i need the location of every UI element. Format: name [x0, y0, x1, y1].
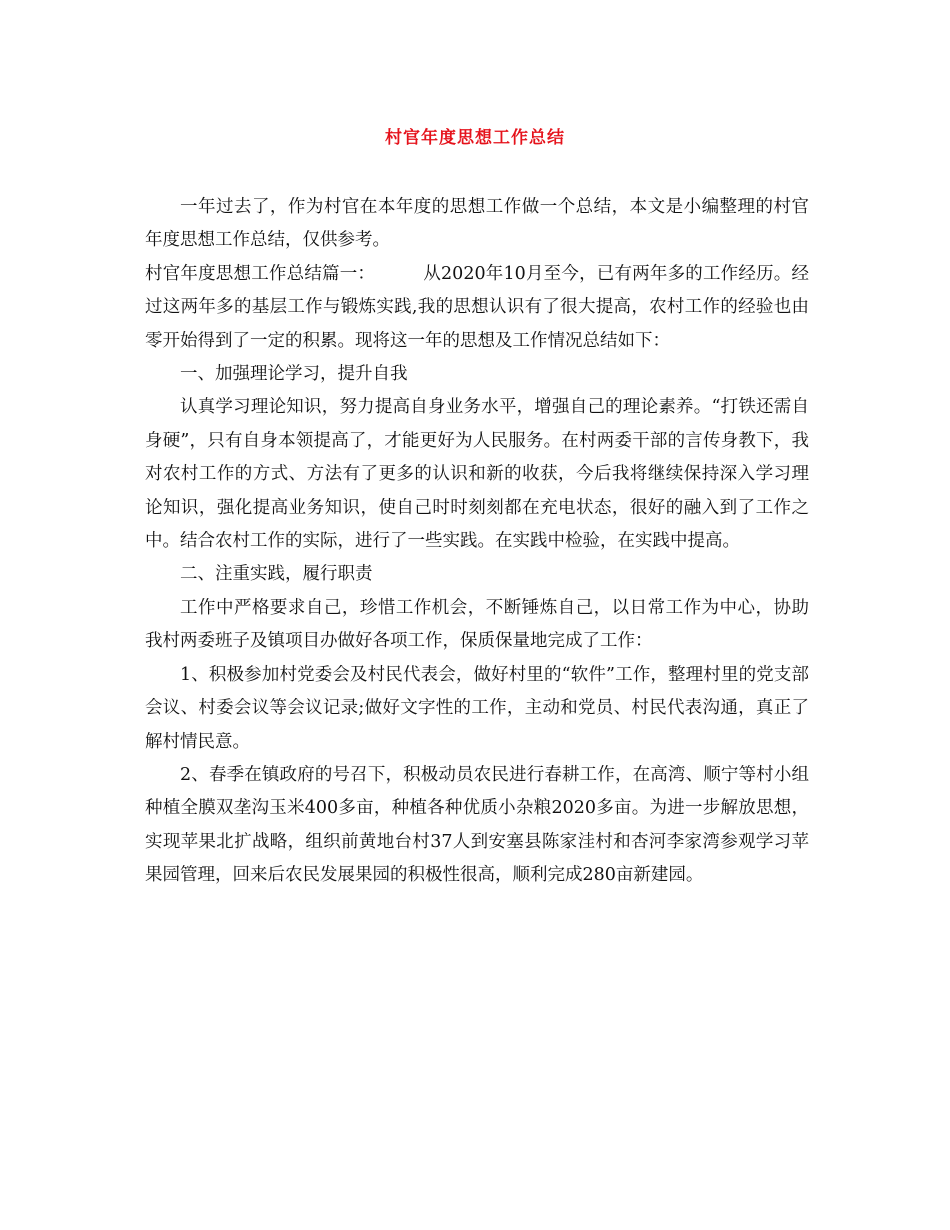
section-2-paragraph: 工作中严格要求自己，珍惜工作机会，不断锤炼自己，以日常工作为中心，协助我村两委班子及镇项目办做好各项工作，保质保量地完成了工作：: [145, 597, 809, 652]
list-item-1: 1、积极参加村党委会及村民代表会，做好村里的“软件”工作，整理村里的党支部会议、村委会议等会议记录;做好文字性的工作，主动和党员、村民代表沟通，真正了解村情民意。: [145, 664, 809, 752]
list-item-2: 2、春季在镇政府的号召下，积极动员农民进行春耕工作，在高湾、顺宁等村小组种植全膜双垄沟玉米400多亩，种植各种优质小杂粮2020多亩。为进一步解放思想，实现苹果北扩战略，组织前黄地台村37人到安塞县陈家洼村和杏河李家湾参观学习苹果园管理，回来后农民发展果园的积极性很高，顺利完成280亩新建园。: [145, 764, 809, 886]
part-one-text: 从2020年10月至今，已有两年多的工作经历。经过这两年多的基层工作与锻炼实践,我的思想认识有了很大提高，农村工作的经验也由零开始得到了一定的积累。现将这一年的思想及工作情况总结如下：: [145, 263, 809, 351]
section-heading-1: 一、加强理论学习，提升自我: [180, 364, 408, 385]
part-one-paragraph: [145, 258, 809, 358]
section-heading-2: 二、注重实践，履行职责: [180, 564, 373, 585]
document-body: [145, 191, 809, 893]
section-1-paragraph: 认真学习理论知识，努力提高自身业务水平，增强自己的理论素养。“打铁还需自身硬”，只有自身本领提高了，才能更好为人民服务。在村两委干部的言传身教下，我对农村工作的方式、方法有了更多的认识和新的收获，今后我将继续保持深入学习理论知识，强化提高业务知识，使自己时时刻刻都在充电状态，很好的融入到了工作之中。结合农村工作的实际，进行了一些实践。在实践中检验，在实践中提高。: [145, 397, 809, 552]
part-one-label: 村官年度思想工作总结篇一：: [145, 263, 376, 284]
intro-paragraph: 一年过去了，作为村官在本年度的思想工作做一个总结，本文是小编整理的村官年度思想工作总结，仅供参考。: [145, 197, 809, 251]
document-title: 村官年度思想工作总结: [385, 128, 565, 148]
